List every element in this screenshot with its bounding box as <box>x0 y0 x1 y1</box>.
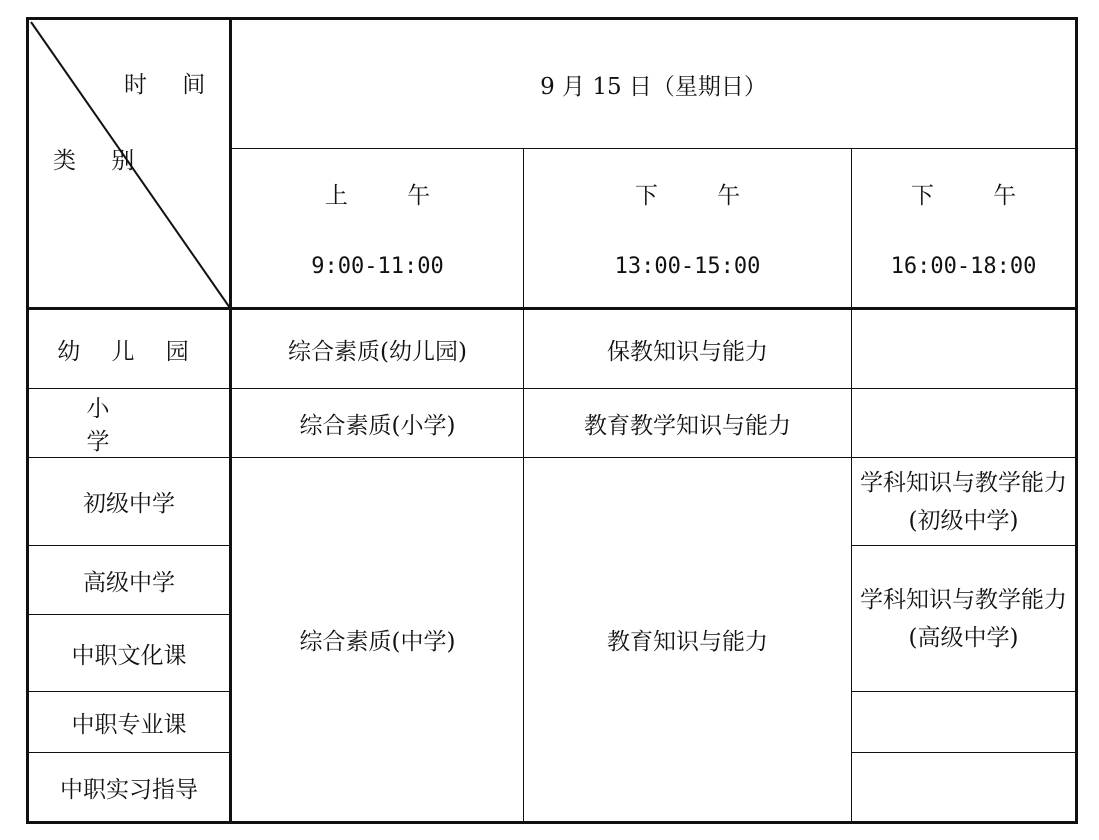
category-axis-label: 类 别 <box>53 148 149 174</box>
vocational-internship-afternoon2-subject <box>852 753 1077 823</box>
category-vocational-culture: 中职文化课 <box>28 615 231 692</box>
category-vocational-major: 中职专业课 <box>28 692 231 753</box>
period-name: 下 午 <box>910 183 1043 209</box>
category-junior-high: 初级中学 <box>28 458 231 546</box>
kindergarten-afternoon2-subject <box>852 309 1077 389</box>
table-row <box>28 389 1077 458</box>
period-header-morning <box>231 149 524 309</box>
kindergarten-afternoon1-subject: 保教知识与能力 <box>524 309 852 389</box>
secondary-morning-subject: 综合素质(中学) <box>231 458 524 823</box>
junior-high-afternoon2-subject: 学科知识与教学能力(初级中学) <box>852 458 1077 546</box>
exam-date-header: 9 月 15 日（星期日） <box>231 19 1077 149</box>
period-time: 9:00-11:00 <box>311 254 444 279</box>
exam-schedule-table <box>26 17 1078 824</box>
category-senior-high: 高级中学 <box>28 546 231 615</box>
primary-morning-subject: 综合素质(小学) <box>231 389 524 458</box>
primary-afternoon2-subject <box>852 389 1077 458</box>
category-vocational-internship: 中职实习指导 <box>28 753 231 823</box>
period-header-afternoon-1 <box>524 149 852 309</box>
kindergarten-morning-subject: 综合素质(幼儿园) <box>231 309 524 389</box>
category-primary: 小 学 <box>28 389 231 458</box>
table-row <box>28 458 1077 546</box>
vocational-major-afternoon2-subject <box>852 692 1077 753</box>
senior-high-afternoon2-subject: 学科知识与教学能力(高级中学) <box>852 546 1077 692</box>
secondary-afternoon1-subject: 教育知识与能力 <box>524 458 852 823</box>
table-row <box>28 309 1077 389</box>
period-time: 16:00-18:00 <box>890 254 1037 279</box>
primary-afternoon1-subject: 教育教学知识与能力 <box>524 389 852 458</box>
time-axis-label: 时 间 <box>124 72 220 98</box>
period-header-afternoon-2 <box>852 149 1077 309</box>
period-name: 上 午 <box>324 183 457 209</box>
category-kindergarten: 幼 儿 园 <box>28 309 231 389</box>
corner-header-cell <box>28 19 231 309</box>
period-time: 13:00-15:00 <box>614 254 761 279</box>
period-name: 下 午 <box>634 183 767 209</box>
